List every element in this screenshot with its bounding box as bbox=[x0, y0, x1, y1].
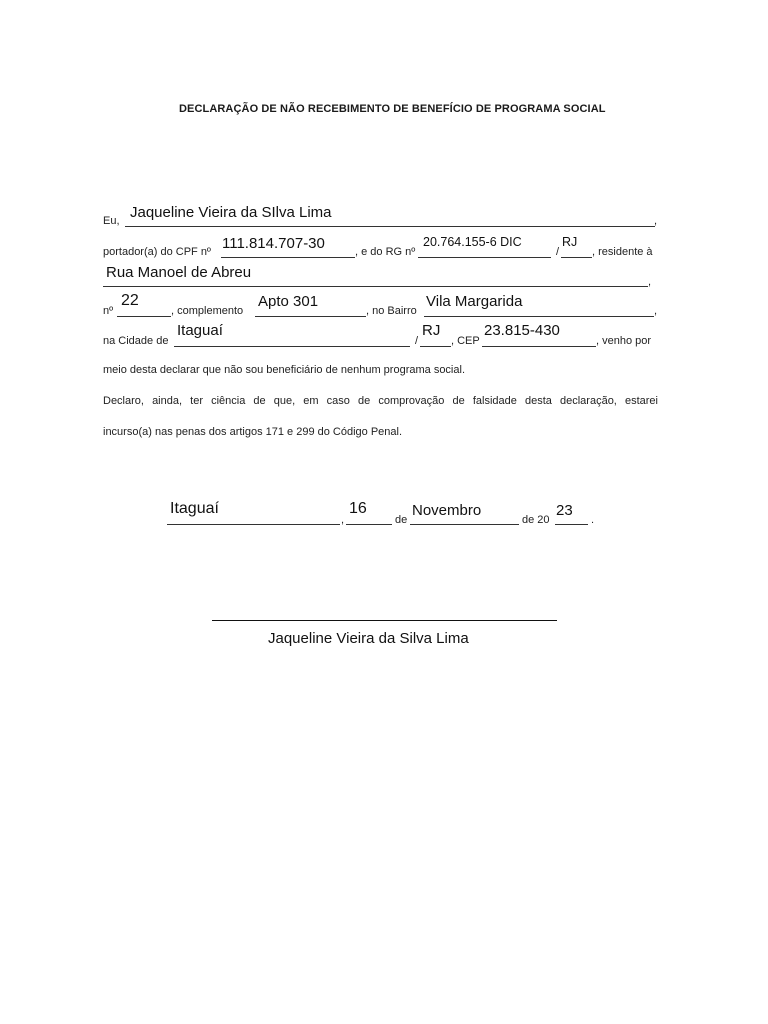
year-field-line bbox=[555, 524, 588, 525]
date-city-line bbox=[167, 524, 340, 525]
month-field-line bbox=[410, 524, 519, 525]
number-field[interactable]: 22 bbox=[121, 292, 139, 309]
body-line-3: incurso(a) nas penas dos artigos 171 e 299 do Código Penal. bbox=[103, 426, 403, 438]
label-cidade: na Cidade de bbox=[103, 335, 169, 347]
body-line-1: meio desta declarar que não sou beneficiário de nenhum programa social. bbox=[103, 364, 465, 376]
day-field-line bbox=[346, 524, 392, 525]
city-field-line bbox=[174, 346, 410, 347]
neighborhood-field-line bbox=[424, 316, 654, 317]
city-field[interactable]: Itaguaí bbox=[177, 322, 223, 339]
neighborhood-field[interactable]: Vila Margarida bbox=[426, 293, 523, 310]
label-rg-slash: / bbox=[556, 246, 560, 258]
uf-field[interactable]: RJ bbox=[422, 322, 441, 339]
rg-field[interactable]: 20.764.155-6 DIC bbox=[423, 235, 522, 249]
cpf-field[interactable]: 111.814.707-30 bbox=[222, 235, 325, 252]
label-de-20: de 20 bbox=[522, 514, 550, 526]
day-field[interactable]: 16 bbox=[349, 500, 367, 517]
document-title: DECLARAÇÃO DE NÃO RECEBIMENTO DE BENEFÍCIO DE PROGRAMA SOCIAL bbox=[179, 103, 606, 115]
rg-field-line bbox=[418, 257, 551, 258]
line1-comma: , bbox=[654, 215, 658, 227]
uf-field-line bbox=[420, 346, 451, 347]
street-field-line bbox=[103, 286, 648, 287]
cep-field[interactable]: 23.815-430 bbox=[484, 322, 560, 339]
line4-comma: , bbox=[654, 305, 658, 317]
complement-field-line bbox=[255, 316, 366, 317]
name-field-line bbox=[125, 226, 655, 227]
name-field[interactable]: Jaqueline Vieira da SIlva Lima bbox=[130, 204, 332, 221]
month-field[interactable]: Novembro bbox=[412, 502, 482, 519]
signature-name: Jaqueline Vieira da Silva Lima bbox=[268, 630, 469, 647]
label-cpf: portador(a) do CPF nº bbox=[103, 246, 211, 258]
label-uf-slash: / bbox=[415, 335, 419, 347]
date-comma: , bbox=[341, 514, 345, 526]
street-field[interactable]: Rua Manoel de Abreu bbox=[106, 264, 252, 281]
cpf-field-line bbox=[221, 257, 355, 258]
label-venho: , venho por bbox=[596, 335, 652, 347]
body-line-2: Declaro, ainda, ter ciência de que, em caso de comprovação de falsidade desta declaração, estarei bbox=[103, 395, 658, 407]
rg-uf-field-line bbox=[561, 257, 592, 258]
date-period: . bbox=[591, 514, 595, 526]
rg-uf-field[interactable]: RJ bbox=[562, 235, 578, 249]
label-numero: nº bbox=[103, 305, 114, 317]
line3-comma: , bbox=[648, 276, 652, 288]
signature-line bbox=[212, 620, 557, 621]
date-city-field[interactable]: Itaguaí bbox=[170, 500, 219, 517]
label-rg: , e do RG nº bbox=[355, 246, 416, 258]
label-complemento: , complemento bbox=[171, 305, 244, 317]
label-cep: , CEP bbox=[451, 335, 480, 347]
number-field-line bbox=[117, 316, 171, 317]
year-field[interactable]: 23 bbox=[556, 502, 573, 519]
label-de: de bbox=[395, 514, 408, 526]
complement-field[interactable]: Apto 301 bbox=[258, 293, 319, 310]
label-residente: , residente à bbox=[592, 246, 653, 258]
label-eu: Eu, bbox=[103, 215, 120, 227]
label-bairro: , no Bairro bbox=[366, 305, 417, 317]
cep-field-line bbox=[482, 346, 596, 347]
